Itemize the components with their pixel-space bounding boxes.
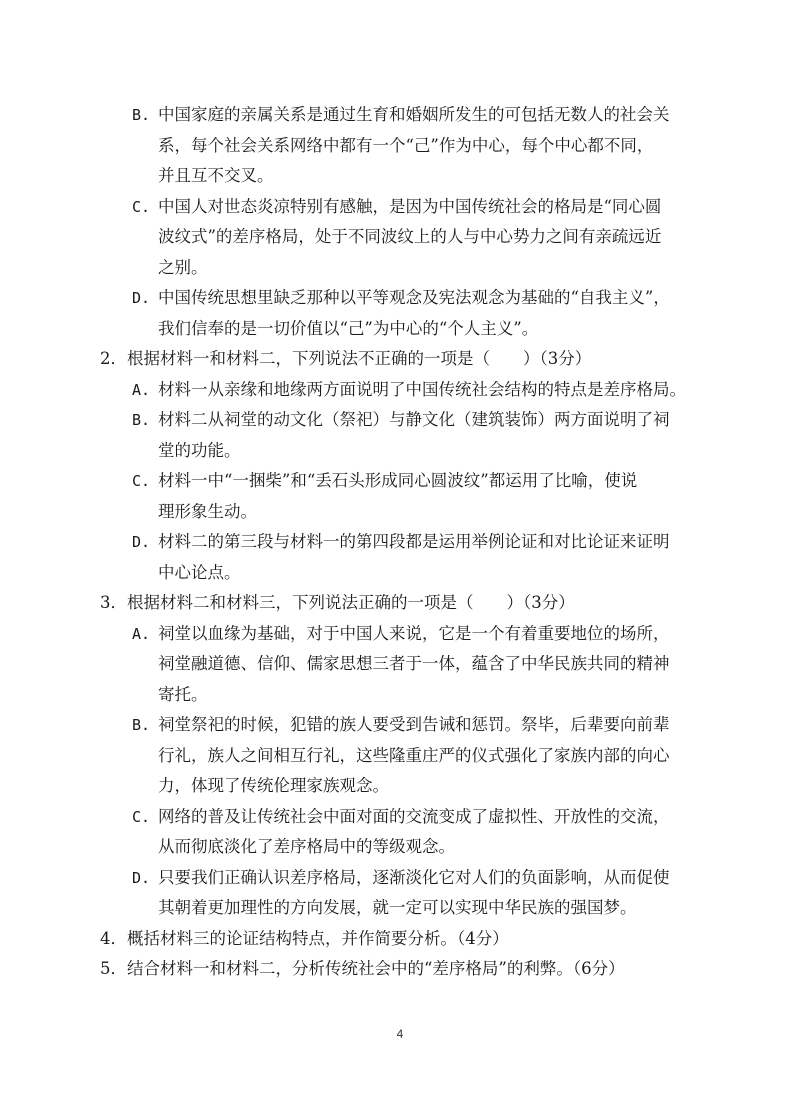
answer-option (100, 527, 720, 588)
answer-option (100, 100, 720, 192)
option-letter: D. (132, 289, 151, 307)
option-letter: A. (132, 380, 151, 399)
option-text-line: 其朝着更加理性的方向发展，就一定可以实现中华民族的强国梦。 (158, 898, 637, 917)
option-text-line: 祠堂祭祀的时候，犯错的族人要受到告诫和惩罚。祭毕，后辈要向前辈 (158, 715, 670, 734)
option-text-line: 我们信奉的是一切价值以“己”为中心的“个人主义”。 (158, 318, 539, 338)
answer-option (100, 802, 720, 863)
question-stem: 3．根据材料二和材料三，下列说法正确的一项是（ ）（3分） (100, 593, 575, 612)
option-text-line: 只要我们正确认识差序格局，逐渐淡化它对人们的负面影响，从而促使 (158, 867, 670, 887)
option-text-line: 理形象生动。 (158, 501, 257, 521)
option-letter: D. (132, 533, 151, 551)
option-text-line: 祠堂融道德、信仰、儒家思想三者于一体，蕴含了中华民族共同的精神 (158, 654, 670, 673)
answer-option (100, 192, 720, 284)
option-text-line: 祠堂以血缘为基础，对于中国人来说，它是一个有着重要地位的场所， (158, 623, 670, 643)
option-letter: B. (132, 106, 151, 124)
option-text-line: 波纹式”的差序格局，处于不同波纹上的人与中心势力之间有亲疏远近 (158, 227, 662, 246)
option-text-line: 网络的普及让传统社会中面对面的交流变成了虚拟性、开放性的交流， (158, 806, 670, 826)
answer-option (100, 375, 720, 406)
option-text-line: 并且互不交叉。 (158, 166, 274, 185)
answer-option (100, 283, 720, 344)
option-letter: D. (132, 868, 151, 887)
option-letter: C. (132, 197, 151, 216)
option-text-line: 中国人对世态炎凉特别有感触，是因为中国传统社会的格局是“同心圆 (158, 196, 662, 216)
option-text-line: 行礼，族人之间相互行礼，这些隆重庄严的仪式强化了家族内部的向心 (158, 745, 670, 765)
option-text-line: 中心论点。 (158, 562, 241, 582)
question-stem: 2．根据材料一和材料二，下列说法不正确的一项是（ ）（3分） (100, 349, 592, 368)
option-text-line: 堂的功能。 (158, 440, 241, 460)
option-text-line: 之别。 (158, 257, 208, 277)
option-text-line: 中国传统思想里缺乏那种以平等观念及宪法观念为基础的“自我主义”， (158, 288, 670, 307)
page-number: 4 (396, 1027, 404, 1041)
option-letter: C. (132, 807, 151, 826)
question-stem: 4．概括材料三的论证结构特点，并作简要分析。（4分） (100, 928, 509, 948)
option-letter: C. (132, 472, 151, 490)
answer-option (100, 466, 720, 527)
answer-option (100, 710, 720, 802)
option-letter: A. (132, 624, 151, 643)
answer-option (100, 405, 720, 466)
option-text-line: 材料二从祠堂的动文化（祭祀）与静文化（建筑装饰）两方面说明了祠 (158, 410, 670, 429)
option-text-line: 从而彻底淡化了差序格局中的等级观念。 (158, 837, 455, 856)
option-letter: B. (132, 716, 151, 734)
answer-option (100, 863, 720, 924)
option-text-line: 材料二的第三段与材料一的第四段都是运用举例论证和对比论证来证明 (158, 532, 670, 551)
question-stem: 5．结合材料一和材料二，分析传统社会中的“差序格局”的利弊。（6分） (100, 959, 625, 978)
option-text-line: 材料一从亲缘和地缘两方面说明了中国传统社会结构的特点是差序格局。 (158, 379, 686, 399)
option-text-line: 材料一中“一捆柴”和“丢石头形成同心圆波纹”都运用了比喻，使说 (158, 471, 638, 490)
option-text-line: 寄托。 (158, 684, 208, 704)
exam-content (100, 100, 720, 985)
option-text-line: 系，每个社会关系网络中都有一个“己”作为中心，每个中心都不同， (158, 135, 654, 155)
option-text-line: 中国家庭的亲属关系是通过生育和婚姻所发生的可包括无数人的社会关 (158, 105, 670, 124)
option-text-line: 力，体现了传统伦理家族观念。 (158, 776, 389, 795)
answer-option (100, 619, 720, 711)
option-letter: B. (132, 411, 151, 429)
